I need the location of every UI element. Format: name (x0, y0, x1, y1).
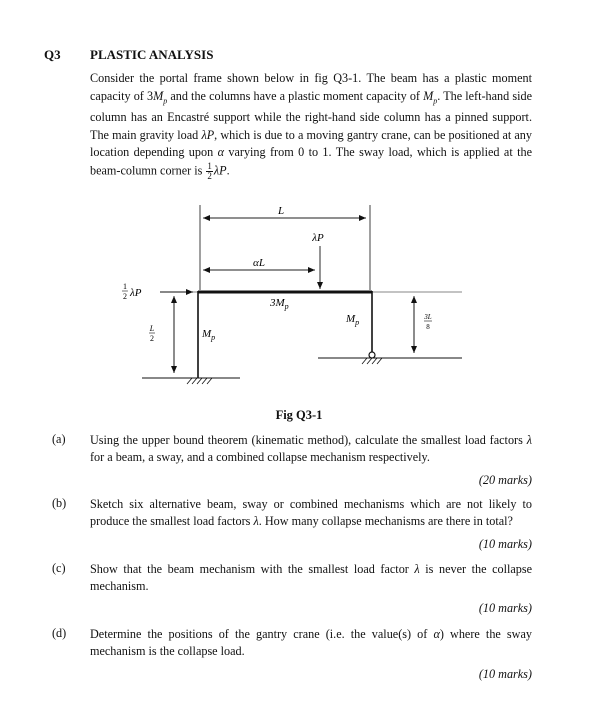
alpha-l-label: αL (253, 257, 265, 269)
gravity-load-arrow (311, 232, 324, 289)
sway-load-arrow (122, 282, 193, 301)
alpha-symbol: α (433, 627, 440, 641)
part-d-marks: (10 marks) (478, 667, 532, 681)
fixed-support (187, 378, 212, 384)
mp-subscript: p (163, 95, 168, 105)
intro-text-5: varying from 0 to 1. The sway load, which is applied at the beam-column corner is (90, 145, 532, 178)
lambda-symbol: λ (526, 433, 532, 447)
intro-text-2: and the columns have a plastic moment capacity of (167, 88, 424, 103)
mp-symbol: M (153, 88, 164, 103)
part-c-label: (c) (52, 561, 66, 575)
intro-text-6: . (226, 163, 230, 178)
span-dimension-L (200, 205, 370, 290)
right-height-num: 3L (424, 313, 432, 321)
pinned-support-hatching (362, 358, 382, 364)
part-a-marks: (20 marks) (478, 473, 532, 487)
lambda-symbol: λ (414, 562, 420, 576)
part-b-marks: (10 marks) (478, 537, 532, 551)
part-b-text: Sketch six alternative beam, sway or combined mechanisms which are not likely to produce the smallest load factors λ. How many collapse mechanisms are there in total? (90, 497, 532, 528)
left-height-den: 2 (150, 334, 154, 343)
part-d-text: Determine the positions of the gantry crane (i.e. the value(s) of α) where the sway mechanism is the collapse load. (90, 627, 532, 658)
load-position-dimension (203, 257, 315, 270)
sway-load-label: λP (130, 287, 142, 299)
part-c-marks: (10 marks) (478, 601, 532, 615)
part-c-text: Show that the beam mechanism with the smallest load factor λ is never the collapse mechanism. (90, 562, 532, 593)
right-height-den: 8 (426, 323, 430, 331)
left-height-num: L (149, 324, 155, 333)
alpha-symbol: α (217, 145, 224, 160)
lambda-p-symbol: λP (213, 163, 227, 178)
right-column-moment-label: $M_p$ (346, 313, 360, 327)
question-title: PLASTIC ANALYSIS (90, 47, 214, 62)
sway-frac-num: 1 (123, 282, 127, 291)
intro-text-4: , which is due to a moving gantry crane, can be positioned at any location depending upon (90, 127, 532, 160)
left-column-moment-label: $M_p$ (202, 328, 216, 342)
intro-text-3: . The left-hand side column has an Encastré support while the right-hand side column has a pinned support. The main gravity load (90, 88, 532, 142)
half-fraction: $\frac{1}{2}$ (207, 160, 212, 181)
part-b-label: (b) (52, 496, 67, 510)
part-d-label: (d) (52, 626, 67, 640)
question-number: Q3 (44, 47, 61, 62)
lambda-p-symbol: λP (201, 127, 215, 142)
beam-moment-label: $3M_p$ (270, 297, 289, 311)
mp-symbol: M (423, 88, 434, 103)
figure-caption: Fig Q3-1 (275, 408, 323, 422)
span-label: L (277, 205, 285, 217)
part-a-text: Using the upper bound theorem (kinematic method), calculate the smallest load factors λ for a beam, a sway, and a combined collapse mechanism respectively. (90, 433, 532, 464)
mp-subscript: p (433, 95, 438, 105)
right-height-dimension (372, 292, 462, 353)
pinned-support (369, 352, 375, 358)
gravity-load-label: λP (312, 232, 324, 244)
left-height-dimension (149, 292, 198, 373)
lambda-symbol: λ (253, 514, 259, 528)
sway-frac-den: 2 (123, 292, 127, 301)
part-a-label: (a) (52, 432, 66, 446)
intro-text-1: Consider the portal frame shown below in fig Q3-1. The beam has a plastic moment capacity of 3 (90, 71, 532, 103)
